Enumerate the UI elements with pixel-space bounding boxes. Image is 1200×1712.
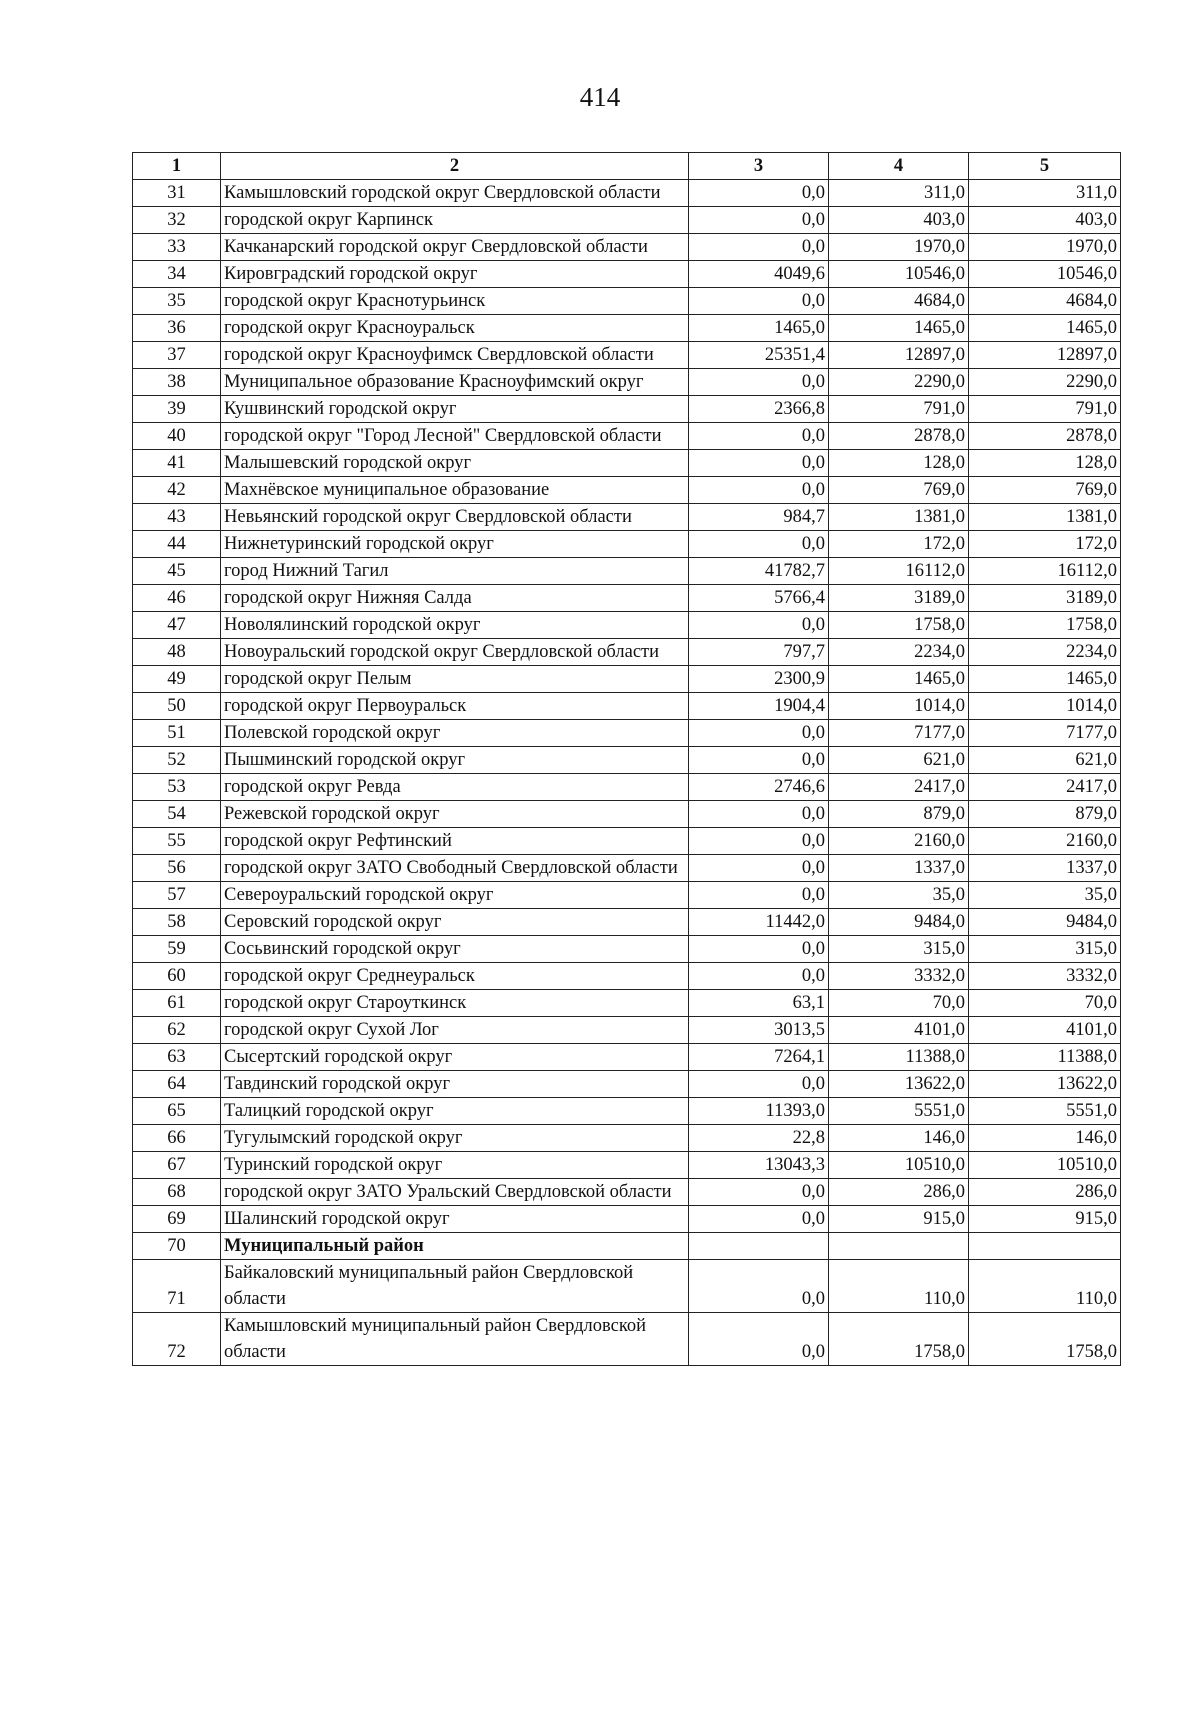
row-col4-value: 4101,0	[829, 1017, 969, 1044]
col-header-1: 1	[133, 153, 221, 180]
table-row	[133, 369, 1121, 396]
row-col5-value: 4684,0	[969, 288, 1121, 315]
row-number: 42	[133, 477, 221, 504]
row-number: 58	[133, 909, 221, 936]
row-number: 49	[133, 666, 221, 693]
table-row	[133, 855, 1121, 882]
row-col3-value: 984,7	[689, 504, 829, 531]
row-col3-value: 2746,6	[689, 774, 829, 801]
row-number: 55	[133, 828, 221, 855]
row-col4-value: 4684,0	[829, 288, 969, 315]
row-col4-value: 10510,0	[829, 1152, 969, 1179]
row-name: Новоуральский городской округ Свердловской области	[221, 639, 689, 666]
row-col4-value: 915,0	[829, 1206, 969, 1233]
row-col5-value: 1014,0	[969, 693, 1121, 720]
row-col3-value: 4049,6	[689, 261, 829, 288]
table-row	[133, 747, 1121, 774]
row-name: городской округ ЗАТО Свободный Свердловской области	[221, 855, 689, 882]
row-col4-value: 1337,0	[829, 855, 969, 882]
table-row	[133, 234, 1121, 261]
row-number: 41	[133, 450, 221, 477]
row-col4-value: 2417,0	[829, 774, 969, 801]
row-col4-value: 1758,0	[829, 1313, 969, 1366]
table-row	[133, 720, 1121, 747]
row-name: Кушвинский городской округ	[221, 396, 689, 423]
row-number: 46	[133, 585, 221, 612]
header-row	[133, 153, 1121, 180]
row-name: Муниципальный район	[221, 1233, 689, 1260]
table-row	[133, 1071, 1121, 1098]
table-row	[133, 261, 1121, 288]
row-col5-value: 4101,0	[969, 1017, 1121, 1044]
row-number: 62	[133, 1017, 221, 1044]
row-number: 56	[133, 855, 221, 882]
row-name: Полевской городской округ	[221, 720, 689, 747]
col-header-2: 2	[221, 153, 689, 180]
col-header-5: 5	[969, 153, 1121, 180]
row-col3-value: 7264,1	[689, 1044, 829, 1071]
row-name: городской округ Староуткинск	[221, 990, 689, 1017]
col-header-4: 4	[829, 153, 969, 180]
row-name: Шалинский городской округ	[221, 1206, 689, 1233]
row-col4-value: 879,0	[829, 801, 969, 828]
table-row	[133, 1044, 1121, 1071]
table-row	[133, 774, 1121, 801]
row-col3-value: 25351,4	[689, 342, 829, 369]
row-col3-value: 11442,0	[689, 909, 829, 936]
row-col5-value: 35,0	[969, 882, 1121, 909]
table-row	[133, 1233, 1121, 1260]
row-col5-value: 13622,0	[969, 1071, 1121, 1098]
table-row	[133, 1098, 1121, 1125]
row-col3-value: 13043,3	[689, 1152, 829, 1179]
row-name: городской округ "Город Лесной" Свердловской области	[221, 423, 689, 450]
table-row	[133, 450, 1121, 477]
row-col3-value: 0,0	[689, 1179, 829, 1206]
row-name: Качканарский городской округ Свердловской области	[221, 234, 689, 261]
row-number: 60	[133, 963, 221, 990]
row-col3-value: 0,0	[689, 612, 829, 639]
table-row	[133, 558, 1121, 585]
table-row	[133, 666, 1121, 693]
table-row	[133, 207, 1121, 234]
table-row	[133, 801, 1121, 828]
row-name: Муниципальное образование Красноуфимский округ	[221, 369, 689, 396]
row-col4-value: 286,0	[829, 1179, 969, 1206]
row-col5-value: 5551,0	[969, 1098, 1121, 1125]
row-col3-value: 0,0	[689, 1206, 829, 1233]
row-col5-value: 16112,0	[969, 558, 1121, 585]
row-col3-value: 0,0	[689, 423, 829, 450]
table-row	[133, 1125, 1121, 1152]
row-col5-value: 146,0	[969, 1125, 1121, 1152]
row-col4-value: 146,0	[829, 1125, 969, 1152]
row-name: городской округ Рефтинский	[221, 828, 689, 855]
row-col5-value: 1337,0	[969, 855, 1121, 882]
row-col5-value: 70,0	[969, 990, 1121, 1017]
row-name: Тугулымский городской округ	[221, 1125, 689, 1152]
row-col4-value: 11388,0	[829, 1044, 969, 1071]
row-col4-value: 1465,0	[829, 666, 969, 693]
row-number: 54	[133, 801, 221, 828]
row-col5-value: 2160,0	[969, 828, 1121, 855]
row-col3-value: 41782,7	[689, 558, 829, 585]
row-name: городской округ Ревда	[221, 774, 689, 801]
row-col3-value: 0,0	[689, 936, 829, 963]
table-row	[133, 639, 1121, 666]
row-col5-value: 10510,0	[969, 1152, 1121, 1179]
table-row	[133, 963, 1121, 990]
row-number: 71	[133, 1260, 221, 1313]
table-body	[133, 180, 1121, 1366]
row-col5-value: 2290,0	[969, 369, 1121, 396]
row-name: городской округ Нижняя Салда	[221, 585, 689, 612]
row-number: 45	[133, 558, 221, 585]
row-col4-value: 172,0	[829, 531, 969, 558]
row-number: 36	[133, 315, 221, 342]
row-col5-value: 10546,0	[969, 261, 1121, 288]
data-table	[132, 152, 1121, 1366]
row-number: 52	[133, 747, 221, 774]
row-col5-value: 791,0	[969, 396, 1121, 423]
row-col4-value: 110,0	[829, 1260, 969, 1313]
row-name: Талицкий городской округ	[221, 1098, 689, 1125]
row-col3-value: 0,0	[689, 477, 829, 504]
row-name: Байкаловский муниципальный район Свердловской области	[221, 1260, 689, 1313]
row-name: городской округ Первоуральск	[221, 693, 689, 720]
table-row	[133, 180, 1121, 207]
table-row	[133, 477, 1121, 504]
row-col3-value: 0,0	[689, 1260, 829, 1313]
row-col5-value: 128,0	[969, 450, 1121, 477]
row-col3-value: 0,0	[689, 828, 829, 855]
row-col5-value: 11388,0	[969, 1044, 1121, 1071]
row-name: город Нижний Тагил	[221, 558, 689, 585]
row-name: Сысертский городской округ	[221, 1044, 689, 1071]
row-name: Североуральский городской округ	[221, 882, 689, 909]
row-col5-value	[969, 1233, 1121, 1260]
row-number: 68	[133, 1179, 221, 1206]
row-col5-value: 1465,0	[969, 666, 1121, 693]
row-col3-value: 22,8	[689, 1125, 829, 1152]
row-number: 35	[133, 288, 221, 315]
row-col3-value: 0,0	[689, 1313, 829, 1366]
row-col5-value: 621,0	[969, 747, 1121, 774]
row-number: 61	[133, 990, 221, 1017]
table-row	[133, 504, 1121, 531]
row-col5-value: 3189,0	[969, 585, 1121, 612]
row-number: 50	[133, 693, 221, 720]
row-col3-value: 0,0	[689, 450, 829, 477]
row-number: 65	[133, 1098, 221, 1125]
row-col3-value: 0,0	[689, 963, 829, 990]
row-col3-value: 0,0	[689, 855, 829, 882]
row-col5-value: 1970,0	[969, 234, 1121, 261]
row-col4-value: 128,0	[829, 450, 969, 477]
page-number: 414	[579, 82, 621, 112]
row-name: Махнёвское муниципальное образование	[221, 477, 689, 504]
row-name: Тавдинский городской округ	[221, 1071, 689, 1098]
row-number: 67	[133, 1152, 221, 1179]
row-name: городской округ Среднеуральск	[221, 963, 689, 990]
row-col5-value: 172,0	[969, 531, 1121, 558]
row-col4-value: 769,0	[829, 477, 969, 504]
table-row	[133, 423, 1121, 450]
row-number: 70	[133, 1233, 221, 1260]
row-col4-value: 1465,0	[829, 315, 969, 342]
row-name: Туринский городской округ	[221, 1152, 689, 1179]
row-col5-value: 315,0	[969, 936, 1121, 963]
row-name: городской округ Сухой Лог	[221, 1017, 689, 1044]
row-col4-value: 5551,0	[829, 1098, 969, 1125]
row-number: 51	[133, 720, 221, 747]
row-col5-value: 769,0	[969, 477, 1121, 504]
row-col3-value: 0,0	[689, 369, 829, 396]
row-name: Серовский городской округ	[221, 909, 689, 936]
col-header-3: 3	[689, 153, 829, 180]
row-number: 39	[133, 396, 221, 423]
table-row	[133, 342, 1121, 369]
row-col5-value: 1381,0	[969, 504, 1121, 531]
row-col3-value: 0,0	[689, 180, 829, 207]
row-number: 47	[133, 612, 221, 639]
table-row	[133, 936, 1121, 963]
table-row	[133, 585, 1121, 612]
row-number: 53	[133, 774, 221, 801]
row-number: 59	[133, 936, 221, 963]
row-number: 48	[133, 639, 221, 666]
row-number: 44	[133, 531, 221, 558]
row-number: 38	[133, 369, 221, 396]
row-col3-value: 1904,4	[689, 693, 829, 720]
row-name: Камышловский городской округ Свердловской области	[221, 180, 689, 207]
row-name: городской округ Красноуральск	[221, 315, 689, 342]
row-name: Режевской городской округ	[221, 801, 689, 828]
row-col4-value: 12897,0	[829, 342, 969, 369]
row-col4-value: 3332,0	[829, 963, 969, 990]
row-number: 64	[133, 1071, 221, 1098]
row-name: Нижнетуринский городской округ	[221, 531, 689, 558]
row-col4-value: 1758,0	[829, 612, 969, 639]
row-col4-value: 403,0	[829, 207, 969, 234]
row-col4-value: 2160,0	[829, 828, 969, 855]
row-number: 32	[133, 207, 221, 234]
table-row	[133, 531, 1121, 558]
table-header	[133, 153, 1121, 180]
row-name: Пышминский городской округ	[221, 747, 689, 774]
row-col5-value: 110,0	[969, 1260, 1121, 1313]
table-row	[133, 990, 1121, 1017]
table-row	[133, 396, 1121, 423]
table-row	[133, 612, 1121, 639]
row-col5-value: 2417,0	[969, 774, 1121, 801]
table-row	[133, 1017, 1121, 1044]
row-col3-value: 0,0	[689, 234, 829, 261]
row-number: 34	[133, 261, 221, 288]
row-name: городской округ ЗАТО Уральский Свердловской области	[221, 1179, 689, 1206]
table-row	[133, 882, 1121, 909]
row-col4-value: 13622,0	[829, 1071, 969, 1098]
row-number: 40	[133, 423, 221, 450]
row-col4-value: 10546,0	[829, 261, 969, 288]
row-col5-value: 7177,0	[969, 720, 1121, 747]
row-col4-value: 1381,0	[829, 504, 969, 531]
row-number: 72	[133, 1313, 221, 1366]
table-row	[133, 1152, 1121, 1179]
table-row	[133, 315, 1121, 342]
row-col4-value: 2878,0	[829, 423, 969, 450]
row-col3-value: 2300,9	[689, 666, 829, 693]
row-col3-value: 2366,8	[689, 396, 829, 423]
row-number: 69	[133, 1206, 221, 1233]
row-col3-value: 0,0	[689, 1071, 829, 1098]
table-row	[133, 828, 1121, 855]
row-col5-value: 286,0	[969, 1179, 1121, 1206]
row-col4-value: 7177,0	[829, 720, 969, 747]
row-col5-value: 403,0	[969, 207, 1121, 234]
row-number: 31	[133, 180, 221, 207]
row-number: 33	[133, 234, 221, 261]
row-col3-value: 0,0	[689, 882, 829, 909]
row-col3-value: 11393,0	[689, 1098, 829, 1125]
row-col4-value: 621,0	[829, 747, 969, 774]
row-col4-value: 35,0	[829, 882, 969, 909]
row-col4-value: 2290,0	[829, 369, 969, 396]
table-row	[133, 1313, 1121, 1366]
row-col3-value: 0,0	[689, 747, 829, 774]
row-col4-value: 9484,0	[829, 909, 969, 936]
row-number: 66	[133, 1125, 221, 1152]
row-col5-value: 3332,0	[969, 963, 1121, 990]
row-col4-value: 16112,0	[829, 558, 969, 585]
row-col5-value: 1758,0	[969, 1313, 1121, 1366]
row-col3-value: 5766,4	[689, 585, 829, 612]
table-row	[133, 1260, 1121, 1313]
row-number: 37	[133, 342, 221, 369]
row-col4-value: 311,0	[829, 180, 969, 207]
row-col5-value: 915,0	[969, 1206, 1121, 1233]
row-col4-value: 791,0	[829, 396, 969, 423]
row-col5-value: 2234,0	[969, 639, 1121, 666]
table-row	[133, 909, 1121, 936]
row-col5-value: 879,0	[969, 801, 1121, 828]
row-name: городской округ Карпинск	[221, 207, 689, 234]
row-col3-value	[689, 1233, 829, 1260]
table-row	[133, 1206, 1121, 1233]
row-col3-value: 3013,5	[689, 1017, 829, 1044]
row-col4-value: 70,0	[829, 990, 969, 1017]
row-col3-value: 0,0	[689, 720, 829, 747]
row-name: Кировградский городской округ	[221, 261, 689, 288]
row-col4-value	[829, 1233, 969, 1260]
row-number: 43	[133, 504, 221, 531]
row-col4-value: 2234,0	[829, 639, 969, 666]
row-col3-value: 0,0	[689, 531, 829, 558]
row-col5-value: 2878,0	[969, 423, 1121, 450]
row-col4-value: 3189,0	[829, 585, 969, 612]
row-col3-value: 0,0	[689, 801, 829, 828]
row-number: 57	[133, 882, 221, 909]
row-name: Новолялинский городской округ	[221, 612, 689, 639]
row-col3-value: 1465,0	[689, 315, 829, 342]
row-name: городской округ Пелым	[221, 666, 689, 693]
row-name: Малышевский городской округ	[221, 450, 689, 477]
row-col3-value: 797,7	[689, 639, 829, 666]
row-col5-value: 311,0	[969, 180, 1121, 207]
row-col5-value: 12897,0	[969, 342, 1121, 369]
row-col4-value: 1014,0	[829, 693, 969, 720]
table-row	[133, 693, 1121, 720]
row-col3-value: 0,0	[689, 207, 829, 234]
row-number: 63	[133, 1044, 221, 1071]
row-col5-value: 1758,0	[969, 612, 1121, 639]
row-col3-value: 0,0	[689, 288, 829, 315]
row-col4-value: 315,0	[829, 936, 969, 963]
row-col4-value: 1970,0	[829, 234, 969, 261]
table-row	[133, 288, 1121, 315]
row-name: Камышловский муниципальный район Свердловской области	[221, 1313, 689, 1366]
row-col3-value: 63,1	[689, 990, 829, 1017]
row-col5-value: 9484,0	[969, 909, 1121, 936]
row-name: городской округ Красноуфимск Свердловской области	[221, 342, 689, 369]
row-name: Невьянский городской округ Свердловской области	[221, 504, 689, 531]
row-name: Сосьвинский городской округ	[221, 936, 689, 963]
table-row	[133, 1179, 1121, 1206]
row-col5-value: 1465,0	[969, 315, 1121, 342]
row-name: городской округ Краснотурьинск	[221, 288, 689, 315]
